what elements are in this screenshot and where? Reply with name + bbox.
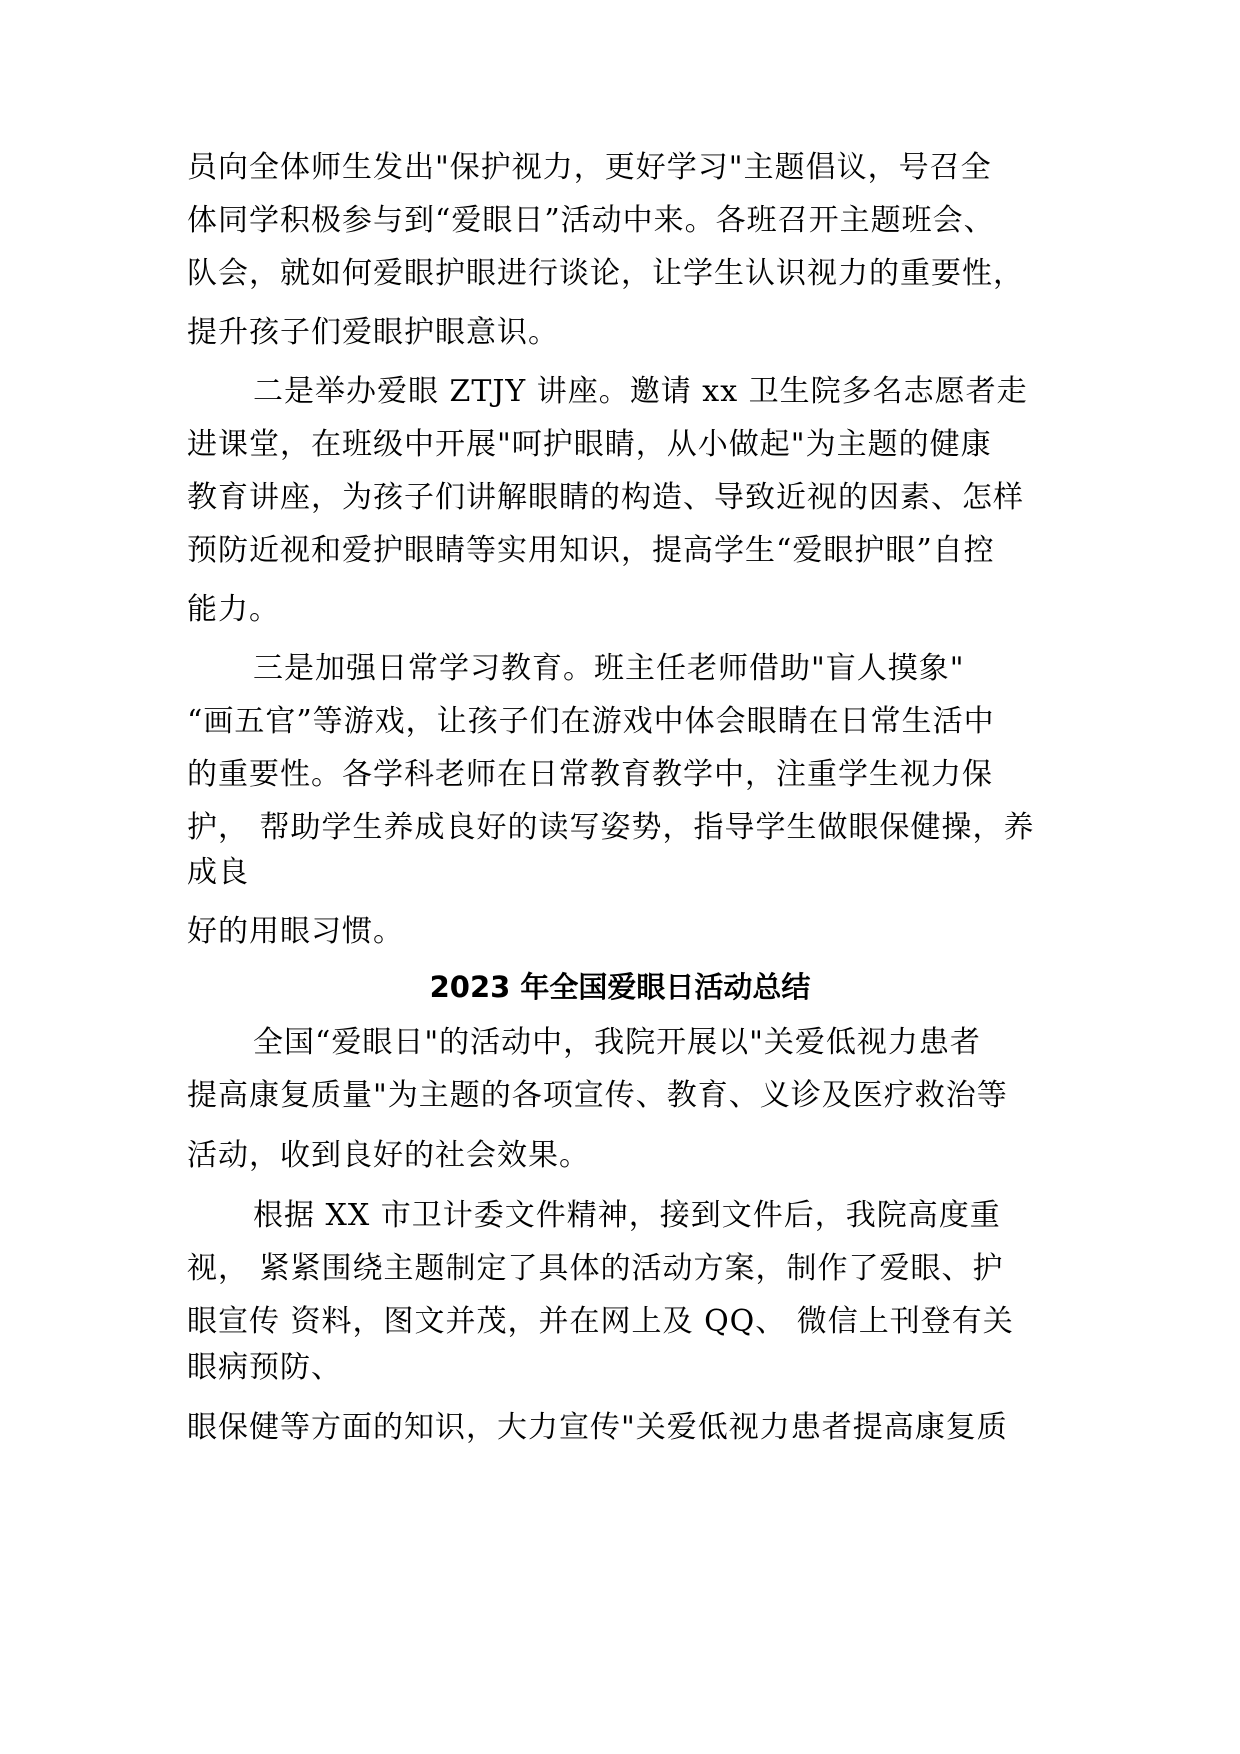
paragraph-line: 好的用眼习惯。 <box>187 914 404 949</box>
paragraph-line: 预防近视和爱护眼睛等实用知识，提高学生“爱眼护眼”自控 <box>187 533 995 568</box>
paragraph-line: “画五官”等游戏，让孩子们在游戏中体会眼睛在日常生活中 <box>187 704 995 739</box>
paragraph-line: 队会，就如何爱眼护眼进行谈论，让学生认识视力的重要性， <box>187 256 1024 291</box>
paragraph-line: 根据 XX 市卫计委文件精神，接到文件后，我院高度重 <box>253 1198 1001 1233</box>
paragraph-line: 眼宣传 资料，图文并茂，并在网上及 QQ、 微信上刊登有关 <box>187 1304 1014 1339</box>
paragraph-line: 提升孩子们爱眼护眼意识。 <box>187 315 559 350</box>
paragraph-line: 视， 紧紧围绕主题制定了具体的活动方案，制作了爱眼、护 <box>187 1251 1004 1286</box>
paragraph-line: 眼病预防、 <box>187 1350 342 1385</box>
paragraph-line: 眼保健等方面的知识，大力宣传"关爱低视力患者提高康复质 <box>187 1410 1008 1445</box>
paragraph-line: 教育讲座，为孩子们讲解眼睛的构造、导致近视的因素、怎样 <box>187 480 1024 515</box>
paragraph-line: 员向全体师生发出"保护视力，更好学习"主题倡议，号召全 <box>187 150 992 185</box>
paragraph-line: 全国“爱眼日"的活动中，我院开展以"关爱低视力患者 <box>253 1025 981 1060</box>
paragraph-line: 进课堂，在班级中开展"呵护眼睛，从小做起"为主题的健康 <box>187 427 992 462</box>
section-heading: 2023 年全国爱眼日活动总结 <box>429 970 811 1004</box>
paragraph-line: 护， 帮助学生养成良好的读写姿势，指导学生做眼保健操，养 <box>187 810 1035 845</box>
paragraph-line: 成良 <box>187 855 249 890</box>
paragraph-line: 体同学积极参与到“爱眼日”活动中来。各班召开主题班会、 <box>187 203 995 238</box>
paragraph-line: 活动，收到良好的社会效果。 <box>187 1138 590 1173</box>
paragraph-line: 二是举办爱眼 ZTJY 讲座。邀请 xx 卫生院多名志愿者走 <box>253 374 1028 409</box>
paragraph-line: 三是加强日常学习教育。班主任老师借助"盲人摸象" <box>253 651 965 686</box>
paragraph-line: 能力。 <box>187 592 280 627</box>
paragraph-line: 的重要性。各学科老师在日常教育教学中，注重学生视力保 <box>187 757 993 792</box>
paragraph-line: 提高康复质量"为主题的各项宣传、教育、义诊及医疗救治等 <box>187 1078 1008 1113</box>
